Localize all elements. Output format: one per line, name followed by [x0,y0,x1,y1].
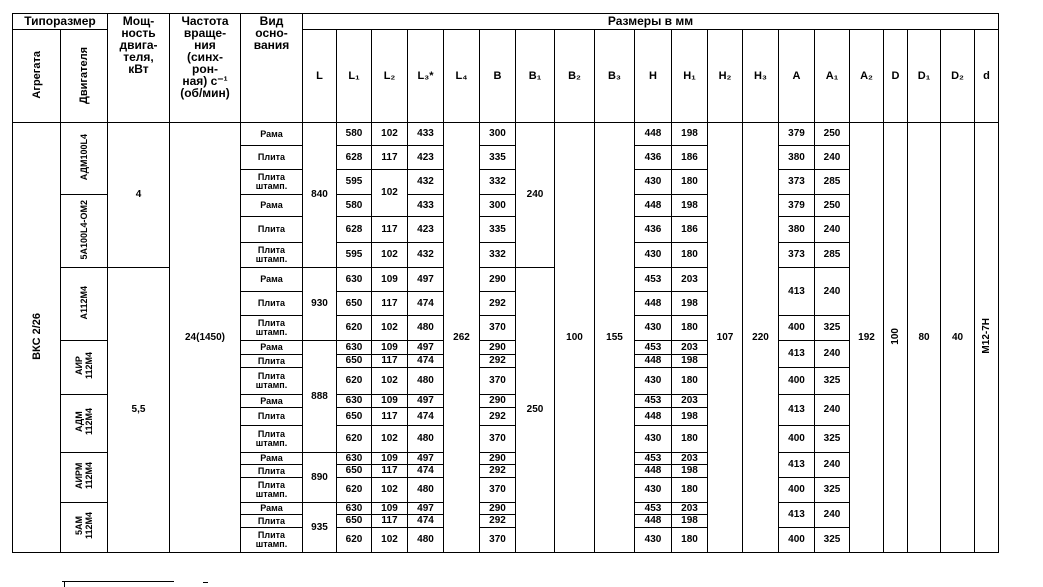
motor-name: АДМ 112М4 [74,408,94,436]
header-base-type [241,14,303,123]
L1-value: 630 [337,503,372,515]
B1-250: 250 [516,268,555,553]
base-type: Рама [241,123,303,146]
L1-value: 620 [337,426,372,453]
A1-value: 240 [815,217,850,243]
H-value: 448 [635,465,672,478]
H1-value: 198 [672,292,708,316]
L3-value: 497 [408,395,444,408]
H-value: 448 [635,515,672,528]
L3-value: 497 [408,503,444,515]
H1-value: 180 [672,170,708,195]
L3-value: 497 [408,453,444,465]
A1-240: 240 [815,395,850,426]
L3-value: 474 [408,515,444,528]
L-840: 840 [303,123,337,268]
L-890: 890 [303,453,337,503]
motor-cell-6 [61,453,108,503]
B-value: 292 [480,408,516,426]
L3-value: 474 [408,408,444,426]
B-value: 292 [480,465,516,478]
H-value: 430 [635,528,672,553]
unit-cell [13,123,61,553]
H-value: 430 [635,426,672,453]
A1-value: 285 [815,243,850,268]
header-agregata-text: Агрегата [30,51,43,99]
B-value: 290 [480,395,516,408]
B-value: 370 [480,368,516,395]
A-413: 413 [779,268,815,316]
L3-value: 474 [408,292,444,316]
B-value: 370 [480,316,516,341]
A1-240: 240 [815,268,850,316]
L2-value: 102 [372,316,408,341]
motor-cell-3 [61,268,108,341]
motor-cell-7 [61,503,108,553]
dim-header-B: B [480,30,516,123]
H-value: 430 [635,170,672,195]
L3-value: 497 [408,341,444,355]
base-type: Рама [241,341,303,355]
L-930: 930 [303,268,337,341]
footnote-rule [62,581,174,582]
power-55: 5,5 [108,268,170,553]
A-value: 400 [779,478,815,503]
A-413: 413 [779,341,815,368]
footnote-tick-right [203,582,208,583]
L4-value: 262 [444,123,480,553]
B-value: 335 [480,217,516,243]
unit-name: ВКС 2/26 [30,312,43,360]
L1-value: 630 [337,268,372,292]
H1-value: 203 [672,268,708,292]
dim-header-d: d [975,30,999,123]
footnote-tick [64,581,65,587]
L1-value: 650 [337,355,372,368]
header-speed [170,14,241,123]
H1-value: 198 [672,355,708,368]
header-power [108,14,170,123]
base-type [241,243,303,268]
L2-value: 117 [372,292,408,316]
L2-value: 102 [372,368,408,395]
L2-value: 109 [372,268,408,292]
A1-value: 325 [815,426,850,453]
base-type: Рама [241,503,303,515]
L3-value: 480 [408,478,444,503]
A1-value: 325 [815,316,850,341]
L3-value: 423 [408,146,444,170]
L1-value: 620 [337,478,372,503]
base-type-text: Плита штамп. [255,429,288,448]
A-413: 413 [779,395,815,426]
L1-value: 628 [337,146,372,170]
A-value: 400 [779,528,815,553]
L2-value: 117 [372,355,408,368]
A1-value: 325 [815,528,850,553]
dim-header-L2: L₂ [372,30,408,123]
A1-value: 240 [815,146,850,170]
L1-value: 620 [337,528,372,553]
L2-value: 117 [372,515,408,528]
dim-header-A2: A₂ [850,30,884,123]
L3-value: 433 [408,123,444,146]
H1-value: 180 [672,316,708,341]
B-value: 300 [480,195,516,217]
spec-table-wrapper [12,13,999,553]
L2-value: 109 [372,453,408,465]
motor-name: АИРМ 112М4 [74,462,94,490]
header-agregata [13,30,61,123]
base-type [241,478,303,503]
H-value: 453 [635,453,672,465]
dim-header-L: L [303,30,337,123]
base-type: Плита [241,355,303,368]
L3-value: 480 [408,368,444,395]
L2-value: 102 [372,243,408,268]
dimensions-table [12,13,999,553]
L1-value: 650 [337,408,372,426]
L2-value: 102 [372,426,408,453]
A-value: 380 [779,146,815,170]
H-value: 430 [635,316,672,341]
dim-header-H: H [635,30,672,123]
L1-value: 650 [337,465,372,478]
H-value: 448 [635,195,672,217]
L3-value: 474 [408,355,444,368]
L2-value: 109 [372,395,408,408]
dim-header-B3: B₃ [595,30,635,123]
H1-value: 198 [672,515,708,528]
A-413: 413 [779,503,815,528]
L3-value: 432 [408,243,444,268]
L3-value: 480 [408,528,444,553]
dim-header-L1: L₁ [337,30,372,123]
B2-value: 100 [555,123,595,553]
motor-name: АДМ100L4 [79,133,89,181]
L2-value: 109 [372,341,408,355]
A1-240: 240 [815,341,850,368]
H-value: 453 [635,268,672,292]
base-type: Рама [241,268,303,292]
L2-value: 102 [372,478,408,503]
header-base-type-text: Вид осно- вания [253,14,290,52]
base-type-text: Плита штамп. [255,245,288,264]
dim-header-H2: H₂ [708,30,743,123]
H-value: 448 [635,292,672,316]
H1-value: 203 [672,341,708,355]
H-value: 430 [635,243,672,268]
base-type-text: Плита штамп. [255,480,288,499]
base-type: Плита [241,465,303,478]
base-type [241,528,303,553]
base-type: Рама [241,195,303,217]
A-413: 413 [779,453,815,478]
dim-header-H3: H₃ [743,30,779,123]
D-value: 100 [889,327,901,345]
motor-cell-4 [61,341,108,395]
A2-value: 192 [850,123,884,553]
dim-header-L4: L₄ [444,30,480,123]
motor-cell-5 [61,395,108,453]
dim-header-B1: B₁ [516,30,555,123]
H-value: 448 [635,123,672,146]
B-value: 290 [480,341,516,355]
H-value: 430 [635,478,672,503]
L3-value: 433 [408,195,444,217]
dim-header-H1: H₁ [672,30,708,123]
L1-value: 620 [337,316,372,341]
L1-value: 650 [337,292,372,316]
B-value: 290 [480,453,516,465]
H-value: 448 [635,355,672,368]
motor-name: 5А100L4-ОМ2 [79,199,89,260]
L1-value: 620 [337,368,372,395]
A-value: 379 [779,195,815,217]
L1-value: 595 [337,170,372,195]
base-type-text: Плита штамп. [255,371,288,390]
H1-value: 198 [672,123,708,146]
H1-value: 186 [672,146,708,170]
base-type: Плита [241,217,303,243]
thread-value: M12-7H [980,318,992,354]
L2-value: 109 [372,503,408,515]
B-value: 300 [480,123,516,146]
B1-240: 240 [516,123,555,268]
L3-value: 474 [408,465,444,478]
L2-value: 117 [372,465,408,478]
B-value: 370 [480,426,516,453]
L1-value: 630 [337,395,372,408]
H-value: 453 [635,341,672,355]
L1-value: 628 [337,217,372,243]
A-value: 400 [779,368,815,395]
base-type [241,368,303,395]
H1-value: 203 [672,453,708,465]
B-value: 332 [480,243,516,268]
B-value: 290 [480,268,516,292]
L2-value: 117 [372,217,408,243]
base-type [241,170,303,195]
base-type-text: Плита штамп. [255,172,288,191]
B-value: 292 [480,515,516,528]
base-type: Плита [241,408,303,426]
H-value: 436 [635,217,672,243]
H1-value: 198 [672,465,708,478]
H1-value: 180 [672,478,708,503]
table-row [13,123,999,146]
base-type: Плита [241,515,303,528]
H-value: 453 [635,503,672,515]
motor-name: 5АМ 112М4 [74,512,94,540]
base-type-text: Плита штамп. [255,530,288,549]
H1-value: 203 [672,503,708,515]
A-value: 400 [779,426,815,453]
base-type-text: Плита штамп. [255,318,288,337]
header-tiporazmer: Типоразмер [13,14,108,30]
H-value: 430 [635,368,672,395]
L-935: 935 [303,503,337,553]
B-value: 292 [480,292,516,316]
A1-240: 240 [815,503,850,528]
thread-cell [975,123,999,553]
H-value: 453 [635,395,672,408]
dim-header-B2: B₂ [555,30,595,123]
L-888: 888 [303,341,337,453]
B-value: 370 [480,528,516,553]
speed-cell: 24(1450) [170,123,241,553]
dim-header-D1: D₁ [908,30,941,123]
H-value: 448 [635,408,672,426]
motor-cell-1 [61,123,108,195]
motor-cell-2 [61,195,108,268]
H2-value: 107 [708,123,743,553]
L2-102: 102 [372,170,408,217]
L1-value: 650 [337,515,372,528]
H1-value: 180 [672,243,708,268]
L1-value: 580 [337,195,372,217]
A1-240: 240 [815,453,850,478]
dim-header-A: A [779,30,815,123]
B3-value: 155 [595,123,635,553]
D1-value: 80 [908,123,941,553]
L3-value: 480 [408,426,444,453]
A1-value: 325 [815,368,850,395]
dim-header-A1: A₁ [815,30,850,123]
D-cell [884,123,908,553]
motor-name: АИР 112М4 [74,352,94,380]
base-type: Рама [241,395,303,408]
A1-value: 325 [815,478,850,503]
B-value: 290 [480,503,516,515]
L3-value: 497 [408,268,444,292]
H3-value: 220 [743,123,779,553]
header-speed-text: Частота враще- ния (синх- рон- ная) с⁻¹ (об/мин) [180,14,230,100]
L1-value: 630 [337,453,372,465]
base-type [241,316,303,341]
dim-header-D: D [884,30,908,123]
H1-value: 198 [672,408,708,426]
L2-value: 102 [372,528,408,553]
H-value: 436 [635,146,672,170]
L2-value: 117 [372,408,408,426]
A-value: 400 [779,316,815,341]
B-value: 335 [480,146,516,170]
A-value: 379 [779,123,815,146]
H1-value: 203 [672,395,708,408]
base-type: Рама [241,453,303,465]
A1-value: 250 [815,123,850,146]
B-value: 292 [480,355,516,368]
B-value: 332 [480,170,516,195]
header-dvigatelya-text: Двигателя [78,46,90,104]
D2-value: 40 [941,123,975,553]
H1-value: 180 [672,368,708,395]
B-value: 370 [480,478,516,503]
base-type: Плита [241,146,303,170]
L1-value: 580 [337,123,372,146]
L3-value: 432 [408,170,444,195]
L3-value: 480 [408,316,444,341]
header-dimensions: Размеры в мм [303,14,999,30]
L1-value: 595 [337,243,372,268]
base-type: Плита [241,292,303,316]
L3-value: 423 [408,217,444,243]
H1-value: 180 [672,426,708,453]
H1-value: 186 [672,217,708,243]
dim-header-D2: D₂ [941,30,975,123]
A-value: 373 [779,170,815,195]
dim-header-L3: L₃* [408,30,444,123]
A1-value: 250 [815,195,850,217]
H1-value: 198 [672,195,708,217]
power-4: 4 [108,123,170,268]
header-dvigatelya [61,30,108,123]
A-value: 373 [779,243,815,268]
A-value: 380 [779,217,815,243]
motor-name: А112М4 [79,285,89,320]
H1-value: 180 [672,528,708,553]
L1-value: 630 [337,341,372,355]
header-power-text: Мощ- ность двига- теля, кВт [119,14,158,76]
base-type [241,426,303,453]
A1-value: 285 [815,170,850,195]
L2-value: 102 [372,123,408,146]
L2-value: 117 [372,146,408,170]
